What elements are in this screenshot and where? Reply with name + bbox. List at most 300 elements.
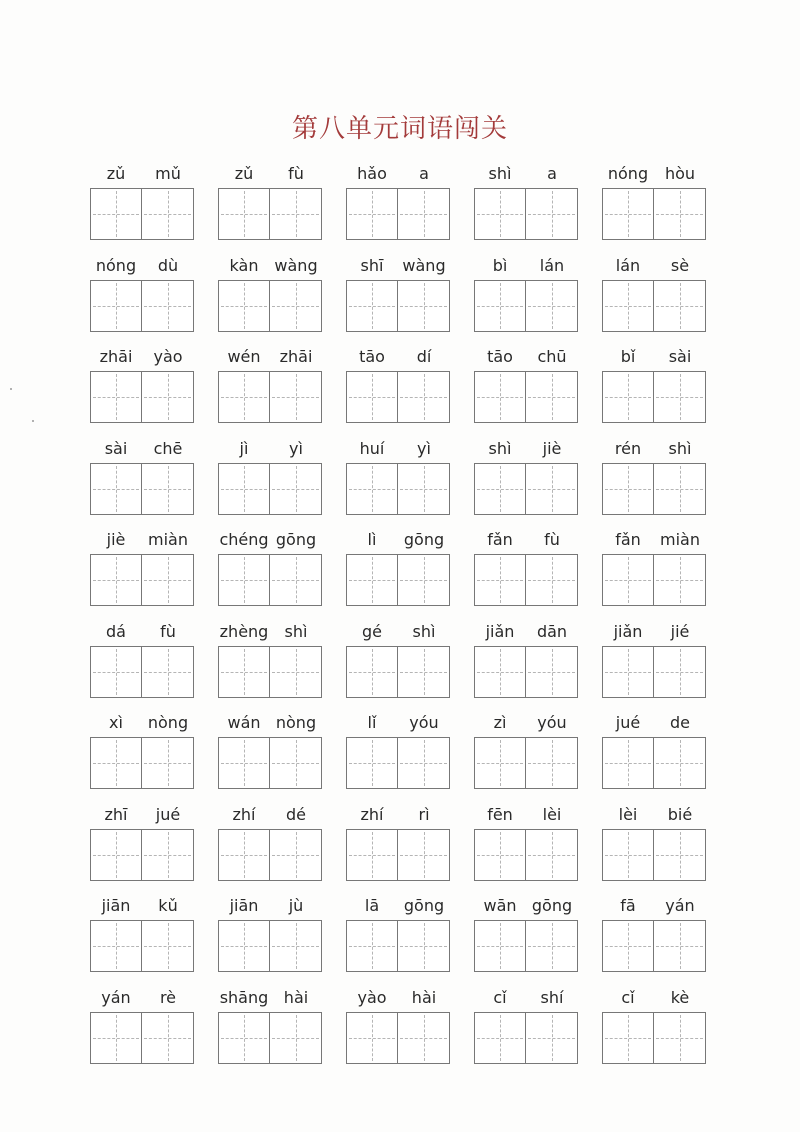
pinyin-syllable: sè <box>670 255 690 275</box>
tianzige-box[interactable] <box>398 188 450 240</box>
tianzige-box[interactable] <box>218 646 270 698</box>
pinyin-syllable: rì <box>418 804 430 824</box>
pinyin-syllable: hài <box>411 987 437 1007</box>
tianzige-box[interactable] <box>398 280 450 332</box>
pinyin-label <box>218 622 322 646</box>
tianzige-box[interactable] <box>602 280 654 332</box>
pinyin-label <box>90 347 194 371</box>
pinyin-syllable: lán <box>615 255 641 275</box>
tianzige-box[interactable] <box>602 737 654 789</box>
pinyin-label <box>602 896 706 920</box>
tianzige-box[interactable] <box>346 371 398 423</box>
writing-boxes <box>602 463 706 515</box>
writing-boxes <box>474 646 578 698</box>
word-item <box>90 526 194 616</box>
scan-speck <box>10 388 12 390</box>
tianzige-box[interactable] <box>142 371 194 423</box>
word-item <box>474 252 578 342</box>
tianzige-box[interactable] <box>654 920 706 972</box>
pinyin-syllable: yào <box>153 347 183 366</box>
writing-boxes <box>602 1012 706 1064</box>
pinyin-syllable: miàn <box>148 530 188 549</box>
pinyin-syllable: dù <box>157 255 179 275</box>
tianzige-box[interactable] <box>602 829 654 881</box>
pinyin-syllable: hài <box>283 987 309 1007</box>
pinyin-syllable: miàn <box>660 530 700 549</box>
tianzige-box[interactable] <box>474 646 526 698</box>
tianzige-box[interactable] <box>90 554 142 606</box>
tianzige-box[interactable] <box>270 188 322 240</box>
tianzige-box[interactable] <box>270 646 322 698</box>
word-row <box>90 252 710 342</box>
word-row <box>90 801 710 891</box>
writing-boxes <box>218 1012 322 1064</box>
pinyin-syllable: kǔ <box>158 896 178 915</box>
pinyin-label <box>474 988 578 1012</box>
pinyin-label <box>474 256 578 280</box>
tianzige-box[interactable] <box>526 1012 578 1064</box>
word-item <box>474 343 578 433</box>
tianzige-box[interactable] <box>654 188 706 240</box>
pinyin-syllable: lā <box>364 896 380 915</box>
word-item <box>346 892 450 982</box>
word-item <box>474 892 578 982</box>
tianzige-box[interactable] <box>602 188 654 240</box>
pinyin-syllable: bǐ <box>620 347 636 366</box>
tianzige-box[interactable] <box>602 920 654 972</box>
pinyin-syllable: zǔ <box>234 164 254 183</box>
word-item <box>474 801 578 891</box>
tianzige-box[interactable] <box>218 737 270 789</box>
tianzige-box[interactable] <box>654 463 706 515</box>
pinyin-syllable: yì <box>289 438 303 458</box>
writing-boxes <box>346 737 450 789</box>
tianzige-box[interactable] <box>526 371 578 423</box>
pinyin-syllable: dān <box>536 621 568 641</box>
writing-boxes <box>90 920 194 972</box>
pinyin-label <box>346 347 450 371</box>
writing-boxes <box>474 188 578 240</box>
writing-boxes <box>602 646 706 698</box>
tianzige-box[interactable] <box>474 280 526 332</box>
pinyin-syllable: dé <box>286 804 306 824</box>
word-item <box>218 709 322 799</box>
pinyin-label <box>474 622 578 646</box>
pinyin-label <box>218 805 322 829</box>
pinyin-syllable: gōng <box>275 530 317 549</box>
word-item <box>602 892 706 982</box>
word-row <box>90 709 710 799</box>
writing-boxes <box>346 920 450 972</box>
pinyin-syllable: shì <box>488 438 512 458</box>
pinyin-label <box>474 896 578 920</box>
pinyin-syllable: yán <box>101 987 131 1007</box>
pinyin-syllable: nóng <box>95 255 137 275</box>
tianzige-box[interactable] <box>654 1012 706 1064</box>
tianzige-box[interactable] <box>142 188 194 240</box>
pinyin-label <box>602 713 706 737</box>
tianzige-box[interactable] <box>142 829 194 881</box>
pinyin-syllable: shì <box>284 621 308 641</box>
writing-boxes <box>218 646 322 698</box>
tianzige-box[interactable] <box>526 554 578 606</box>
word-row <box>90 984 710 1074</box>
tianzige-box[interactable] <box>142 646 194 698</box>
tianzige-box[interactable] <box>398 646 450 698</box>
tianzige-box[interactable] <box>398 920 450 972</box>
tianzige-box[interactable] <box>270 280 322 332</box>
writing-boxes <box>474 737 578 789</box>
page-title: 第八单元词语闯关 <box>291 114 508 144</box>
pinyin-syllable: fǎn <box>615 530 641 549</box>
writing-boxes <box>474 1012 578 1064</box>
tianzige-box[interactable] <box>474 554 526 606</box>
word-item <box>602 343 706 433</box>
pinyin-syllable: fù <box>544 530 560 549</box>
pinyin-syllable: jù <box>288 896 304 915</box>
word-item <box>346 618 450 708</box>
pinyin-syllable: lèi <box>542 804 562 824</box>
pinyin-syllable: jué <box>615 713 641 732</box>
word-item <box>90 160 194 250</box>
writing-boxes <box>602 188 706 240</box>
tianzige-box[interactable] <box>602 646 654 698</box>
pinyin-label <box>602 988 706 1012</box>
tianzige-box[interactable] <box>474 737 526 789</box>
pinyin-syllable: a <box>419 164 429 183</box>
pinyin-label <box>346 805 450 829</box>
tianzige-box[interactable] <box>654 737 706 789</box>
pinyin-label <box>90 439 194 463</box>
pinyin-label <box>346 988 450 1012</box>
tianzige-box[interactable] <box>526 280 578 332</box>
pinyin-syllable: shāng <box>219 987 269 1007</box>
tianzige-box[interactable] <box>218 280 270 332</box>
tianzige-box[interactable] <box>654 371 706 423</box>
pinyin-syllable: gé <box>362 621 382 641</box>
pinyin-syllable: cǐ <box>621 987 635 1007</box>
writing-boxes <box>474 920 578 972</box>
pinyin-syllable: dí <box>416 347 432 366</box>
tianzige-box[interactable] <box>602 554 654 606</box>
pinyin-syllable: huí <box>359 438 385 458</box>
pinyin-syllable: zhī <box>104 804 128 824</box>
tianzige-box[interactable] <box>142 920 194 972</box>
pinyin-syllable: zhí <box>360 804 384 824</box>
writing-boxes <box>90 554 194 606</box>
word-item <box>474 984 578 1074</box>
pinyin-label <box>474 713 578 737</box>
pinyin-syllable: lǐ <box>367 713 377 732</box>
pinyin-syllable: sài <box>104 438 128 458</box>
pinyin-syllable: jiè <box>542 438 562 458</box>
pinyin-label <box>90 805 194 829</box>
tianzige-box[interactable] <box>474 463 526 515</box>
tianzige-box[interactable] <box>90 737 142 789</box>
tianzige-box[interactable] <box>474 1012 526 1064</box>
word-item <box>602 526 706 616</box>
pinyin-syllable: jiè <box>106 530 126 549</box>
tianzige-box[interactable] <box>526 188 578 240</box>
word-item <box>474 435 578 525</box>
tianzige-box[interactable] <box>526 463 578 515</box>
writing-boxes <box>346 188 450 240</box>
tianzige-box[interactable] <box>90 463 142 515</box>
tianzige-box[interactable] <box>474 920 526 972</box>
tianzige-box[interactable] <box>398 554 450 606</box>
tianzige-box[interactable] <box>270 554 322 606</box>
pinyin-syllable: zhèng <box>219 621 269 641</box>
tianzige-box[interactable] <box>398 829 450 881</box>
tianzige-box[interactable] <box>90 188 142 240</box>
tianzige-box[interactable] <box>346 188 398 240</box>
tianzige-box[interactable] <box>398 737 450 789</box>
word-item <box>90 984 194 1074</box>
pinyin-syllable: yóu <box>409 713 439 732</box>
word-item <box>218 801 322 891</box>
pinyin-syllable: xì <box>109 713 123 732</box>
tianzige-box[interactable] <box>270 463 322 515</box>
tianzige-box[interactable] <box>346 737 398 789</box>
pinyin-syllable: lì <box>367 530 377 549</box>
tianzige-box[interactable] <box>218 1012 270 1064</box>
pinyin-syllable: yì <box>417 438 431 458</box>
pinyin-label <box>218 713 322 737</box>
pinyin-syllable: bì <box>492 255 508 275</box>
tianzige-box[interactable] <box>398 1012 450 1064</box>
pinyin-label <box>346 713 450 737</box>
writing-boxes <box>90 646 194 698</box>
pinyin-label <box>346 896 450 920</box>
writing-boxes <box>218 829 322 881</box>
word-item <box>602 801 706 891</box>
pinyin-syllable: shí <box>540 987 564 1007</box>
writing-boxes <box>346 646 450 698</box>
pinyin-syllable: wán <box>227 713 261 732</box>
pinyin-syllable: nòng <box>147 713 189 732</box>
word-item <box>346 252 450 342</box>
pinyin-syllable: kè <box>670 987 690 1007</box>
pinyin-label <box>90 896 194 920</box>
writing-boxes <box>474 463 578 515</box>
pinyin-syllable: lán <box>539 255 565 275</box>
writing-boxes <box>602 280 706 332</box>
pinyin-label <box>90 622 194 646</box>
pinyin-syllable: rén <box>614 438 642 458</box>
tianzige-box[interactable] <box>346 646 398 698</box>
tianzige-box[interactable] <box>526 920 578 972</box>
tianzige-box[interactable] <box>602 371 654 423</box>
word-item <box>346 709 450 799</box>
pinyin-label <box>602 622 706 646</box>
writing-boxes <box>602 554 706 606</box>
tianzige-box[interactable] <box>526 737 578 789</box>
tianzige-box[interactable] <box>346 463 398 515</box>
tianzige-box[interactable] <box>142 737 194 789</box>
pinyin-label <box>474 439 578 463</box>
pinyin-syllable: jiān <box>229 896 259 915</box>
writing-boxes <box>218 554 322 606</box>
writing-boxes <box>90 188 194 240</box>
word-item <box>602 435 706 525</box>
pinyin-syllable: zǔ <box>106 164 126 183</box>
pinyin-syllable: fù <box>288 164 304 183</box>
tianzige-box[interactable] <box>270 371 322 423</box>
tianzige-box[interactable] <box>142 463 194 515</box>
pinyin-syllable: nòng <box>275 713 317 732</box>
tianzige-box[interactable] <box>346 920 398 972</box>
tianzige-box[interactable] <box>218 554 270 606</box>
word-row <box>90 343 710 433</box>
pinyin-syllable: de <box>670 713 690 732</box>
pinyin-label <box>474 805 578 829</box>
pinyin-syllable: gōng <box>403 896 445 915</box>
pinyin-syllable: jiǎn <box>613 621 643 641</box>
pinyin-label <box>346 622 450 646</box>
tianzige-box[interactable] <box>218 188 270 240</box>
writing-boxes <box>90 1012 194 1064</box>
tianzige-box[interactable] <box>270 1012 322 1064</box>
pinyin-syllable: wén <box>227 347 261 366</box>
tianzige-box[interactable] <box>474 188 526 240</box>
tianzige-box[interactable] <box>142 280 194 332</box>
pinyin-syllable: jiān <box>101 896 131 915</box>
pinyin-syllable: dá <box>106 621 126 641</box>
tianzige-box[interactable] <box>90 920 142 972</box>
tianzige-box[interactable] <box>654 646 706 698</box>
pinyin-syllable: wàng <box>274 255 318 275</box>
writing-boxes <box>602 737 706 789</box>
writing-boxes <box>346 554 450 606</box>
tianzige-box[interactable] <box>142 554 194 606</box>
pinyin-label <box>474 347 578 371</box>
writing-boxes <box>346 829 450 881</box>
writing-boxes <box>474 371 578 423</box>
tianzige-box[interactable] <box>270 920 322 972</box>
tianzige-box[interactable] <box>218 920 270 972</box>
word-item <box>346 526 450 616</box>
pinyin-label <box>346 256 450 280</box>
pinyin-label <box>346 164 450 188</box>
word-item <box>218 343 322 433</box>
pinyin-syllable: jué <box>155 804 181 824</box>
word-item <box>602 709 706 799</box>
pinyin-syllable: sài <box>668 347 692 366</box>
word-row <box>90 618 710 708</box>
tianzige-box[interactable] <box>218 829 270 881</box>
word-item <box>474 709 578 799</box>
pinyin-syllable: shì <box>668 438 692 458</box>
pinyin-syllable: zhāi <box>99 347 133 366</box>
tianzige-box[interactable] <box>270 737 322 789</box>
tianzige-box[interactable] <box>474 829 526 881</box>
tianzige-box[interactable] <box>654 829 706 881</box>
writing-boxes <box>602 829 706 881</box>
writing-boxes <box>602 371 706 423</box>
tianzige-box[interactable] <box>602 463 654 515</box>
pinyin-label <box>218 439 322 463</box>
pinyin-syllable: zhāi <box>279 347 313 366</box>
word-item <box>474 526 578 616</box>
word-item <box>346 801 450 891</box>
pinyin-syllable: chū <box>537 347 567 366</box>
word-item <box>218 252 322 342</box>
pinyin-label <box>602 256 706 280</box>
word-item <box>90 435 194 525</box>
word-row <box>90 435 710 525</box>
pinyin-label <box>90 530 194 554</box>
scan-speck <box>32 420 34 422</box>
pinyin-syllable: tāo <box>359 347 385 366</box>
pinyin-syllable: fǎn <box>487 530 513 549</box>
pinyin-label <box>90 988 194 1012</box>
tianzige-box[interactable] <box>654 554 706 606</box>
tianzige-box[interactable] <box>398 463 450 515</box>
tianzige-box[interactable] <box>90 371 142 423</box>
tianzige-box[interactable] <box>90 829 142 881</box>
pinyin-label <box>474 164 578 188</box>
pinyin-syllable: shī <box>360 255 384 275</box>
word-row <box>90 892 710 982</box>
word-item <box>346 435 450 525</box>
tianzige-box[interactable] <box>90 646 142 698</box>
tianzige-box[interactable] <box>346 1012 398 1064</box>
pinyin-syllable: yóu <box>537 713 567 732</box>
pinyin-syllable: fù <box>160 621 176 641</box>
writing-boxes <box>218 371 322 423</box>
tianzige-box[interactable] <box>398 371 450 423</box>
tianzige-box[interactable] <box>474 371 526 423</box>
writing-boxes <box>218 737 322 789</box>
word-item <box>602 984 706 1074</box>
writing-boxes <box>602 920 706 972</box>
word-item <box>474 618 578 708</box>
tianzige-box[interactable] <box>346 829 398 881</box>
writing-boxes <box>90 463 194 515</box>
tianzige-box[interactable] <box>346 554 398 606</box>
tianzige-box[interactable] <box>270 829 322 881</box>
word-item <box>90 343 194 433</box>
tianzige-box[interactable] <box>218 463 270 515</box>
word-item <box>474 160 578 250</box>
tianzige-box[interactable] <box>526 646 578 698</box>
pinyin-label <box>218 347 322 371</box>
writing-boxes <box>90 737 194 789</box>
tianzige-box[interactable] <box>346 280 398 332</box>
pinyin-syllable: mǔ <box>155 164 181 183</box>
tianzige-box[interactable] <box>90 280 142 332</box>
pinyin-label <box>602 530 706 554</box>
pinyin-syllable: bié <box>667 804 693 824</box>
pinyin-label <box>346 439 450 463</box>
tianzige-box[interactable] <box>526 829 578 881</box>
pinyin-syllable: nóng <box>607 164 649 183</box>
tianzige-box[interactable] <box>602 1012 654 1064</box>
word-item <box>218 160 322 250</box>
pinyin-syllable: fēn <box>487 804 513 824</box>
pinyin-syllable: jiǎn <box>485 621 515 641</box>
pinyin-syllable: hòu <box>664 164 696 183</box>
writing-boxes <box>218 188 322 240</box>
pinyin-syllable: wān <box>483 896 517 915</box>
word-item <box>218 435 322 525</box>
word-item <box>90 892 194 982</box>
tianzige-box[interactable] <box>142 1012 194 1064</box>
tianzige-box[interactable] <box>218 371 270 423</box>
tianzige-box[interactable] <box>90 1012 142 1064</box>
pinyin-syllable: jié <box>670 621 690 641</box>
tianzige-box[interactable] <box>654 280 706 332</box>
